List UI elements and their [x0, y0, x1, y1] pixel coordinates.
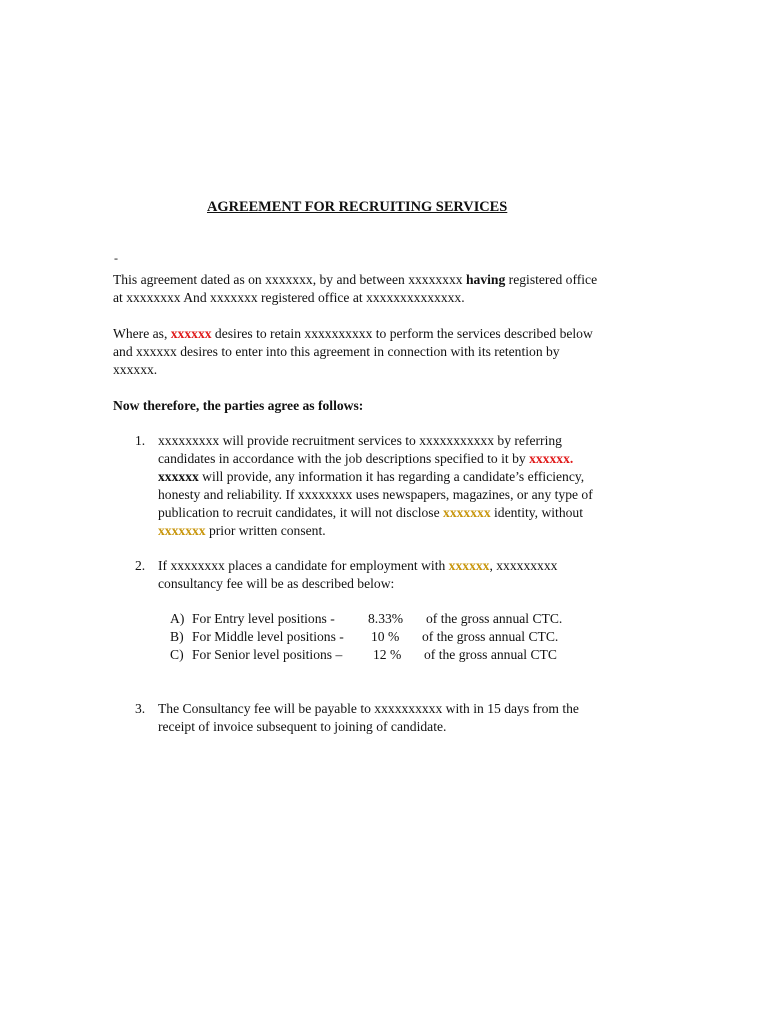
clause-text: candidates in accordance with the job descriptions specified to it by: [158, 451, 530, 466]
clause-text: prior written consent.: [205, 523, 326, 538]
bold-placeholder: xxxxxx: [158, 469, 199, 484]
clause-body: [158, 700, 579, 736]
clause-2-line-1: [158, 557, 557, 575]
highlight-gold-placeholder: xxxxxxx: [443, 505, 491, 520]
parties-agree-heading: Now therefore, the parties agree as follows:: [113, 398, 364, 413]
clause-text: identity, without: [490, 505, 583, 520]
clause-number: 2.: [135, 558, 146, 573]
fee-percentage: 12 %: [373, 647, 402, 662]
highlight-red-placeholder: xxxxxx: [170, 326, 212, 341]
clause-number: 3.: [135, 701, 146, 716]
intro-line-1: [113, 271, 673, 289]
intro-paragraph: [113, 271, 673, 307]
fee-level-text: For Middle level positions -: [192, 629, 344, 644]
highlight-red-placeholder: xxxxxx.: [529, 451, 574, 466]
clause-text: will provide, any information it has regarding a candidate’s efficiency,: [198, 469, 585, 484]
clause-text: , xxxxxxxxx: [489, 558, 558, 573]
whereas-text-end: desires to retain xxxxxxxxxx to perform the services described below: [211, 326, 593, 341]
intro-line-2: at xxxxxxxx And xxxxxxx registered office at xxxxxxxxxxxxxx.: [113, 290, 465, 305]
intro-text-end: registered office: [505, 272, 598, 287]
whereas-paragraph: [113, 325, 673, 379]
fee-level-text: For Entry level positions -: [192, 611, 335, 626]
clause-2-line-2: consultancy fee will be as described below:: [158, 576, 395, 591]
clause-1-line-1: xxxxxxxxx will provide recruitment services to xxxxxxxxxxx by referring: [158, 433, 562, 448]
clause-body: [158, 557, 557, 593]
highlight-gold-placeholder: xxxxxx: [448, 558, 490, 573]
whereas-line-1: [113, 325, 673, 343]
clause-number: 1.: [135, 433, 146, 448]
whereas-line-2: and xxxxxx desires to enter into this agreement in connection with its retention by: [113, 344, 560, 359]
fee-percentage: 8.33%: [368, 611, 404, 626]
highlight-gold-placeholder: xxxxxxx: [158, 523, 206, 538]
clause-1-line-5: [158, 504, 593, 522]
fee-gross-text: of the gross annual CTC.: [426, 611, 563, 626]
fee-level-text: For Senior level positions –: [192, 647, 343, 662]
fee-percentage: 10 %: [371, 629, 400, 644]
clause-1-line-2: [158, 450, 593, 468]
fee-label: C): [170, 647, 184, 662]
clause-body: [158, 432, 593, 540]
stray-dash: -: [114, 251, 118, 265]
clause-3-line-1: The Consultancy fee will be payable to xxxxxxxxxx with in 15 days from the: [158, 701, 579, 716]
intro-text: This agreement dated as on xxxxxxx, by and between xxxxxxxx: [113, 272, 466, 287]
fee-gross-text: of the gross annual CTC.: [422, 629, 559, 644]
clause-text: publication to recruit candidates, it will not disclose: [158, 505, 444, 520]
fee-label: A): [170, 611, 185, 626]
fee-gross-text: of the gross annual CTC: [424, 647, 557, 662]
whereas-text: Where as,: [113, 326, 171, 341]
fee-label: B): [170, 629, 184, 644]
clause-1-line-3: [158, 468, 593, 486]
clause-text: If xxxxxxxx places a candidate for employment with: [158, 558, 449, 573]
clause-1-line-4: honesty and reliability. If xxxxxxxx uses newspapers, magazines, or any type of: [158, 487, 593, 502]
whereas-line-3: xxxxxx.: [113, 362, 158, 377]
clause-1-line-6: [158, 522, 593, 540]
document-title: AGREEMENT FOR RECRUITING SERVICES: [207, 199, 508, 215]
having-bold-text: having: [465, 272, 506, 287]
clause-3-line-2: receipt of invoice subsequent to joining of candidate.: [158, 719, 447, 734]
